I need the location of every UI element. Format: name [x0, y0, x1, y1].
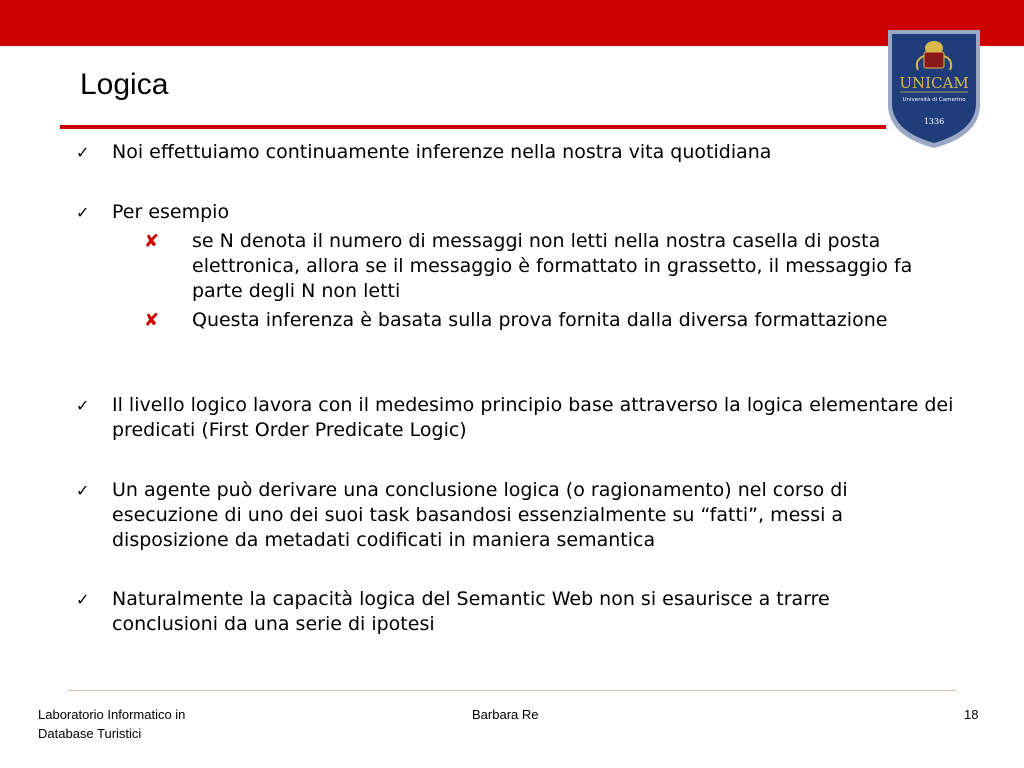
logo-year: 1336: [923, 117, 945, 126]
bullet-item: [76, 140, 912, 165]
bullet-text: Per esempio: [112, 201, 230, 223]
title-underline: [60, 125, 886, 129]
sub-bullet-item: [144, 229, 957, 304]
bullet-text: se N denota il numero di messaggi non letti nella nostra casella di posta elettronica, allora se il messaggio è formattato in grassetto, il messaggio fa parte degli N non letti: [192, 230, 913, 302]
cross-icon: ✘: [144, 310, 160, 331]
checkmark-icon: ✓: [76, 203, 90, 222]
footer-course-line1: Laboratorio Informatico in: [38, 707, 186, 722]
bullet-item: [76, 587, 922, 637]
logo-subtitle: Università di Camerino: [902, 97, 966, 103]
bullet-text: Naturalmente la capacità logica del Semantic Web non si esaurisce a trarre conclusioni da una serie di ipotesi: [112, 588, 830, 635]
bullet-text: Un agente può derivare una conclusione logica (o ragionamento) nel corso di esecuzione di uno dei suoi task basandosi essenzialmente su “fatti”, messi a disposizione da metadati codificati in maniera semantica: [112, 479, 848, 551]
bullet-item: [76, 393, 957, 443]
checkmark-icon: ✓: [76, 590, 90, 609]
bullet-text: Noi effettuiamo continuamente inferenze nella nostra vita quotidiana: [112, 141, 772, 163]
unicam-crest-icon: [884, 26, 984, 150]
bullet-item: [76, 478, 942, 553]
footer-author: Barbara Re: [472, 707, 539, 722]
logo-name: UNICAM: [899, 74, 969, 92]
checkmark-icon: ✓: [76, 143, 90, 162]
checkmark-icon: ✓: [76, 481, 90, 500]
footer-course: [38, 705, 185, 743]
slide-title: Logica: [80, 68, 169, 101]
bullet-text: Il livello logico lavora con il medesimo principio base attraverso la logica elementare dei predicati (First Order Predicate Logic): [112, 394, 954, 441]
cross-icon: ✘: [144, 231, 160, 252]
bullet-text: Questa inferenza è basata sulla prova fornita dalla diversa formattazione: [192, 309, 888, 331]
top-red-bar: [0, 0, 1024, 46]
footer-course-line2: Database Turistici: [38, 726, 142, 741]
footer-divider: [68, 690, 956, 691]
page-number: 18: [964, 707, 979, 722]
checkmark-icon: ✓: [76, 396, 90, 415]
bullet-item: [76, 200, 912, 225]
sub-bullet-item: [144, 308, 892, 333]
